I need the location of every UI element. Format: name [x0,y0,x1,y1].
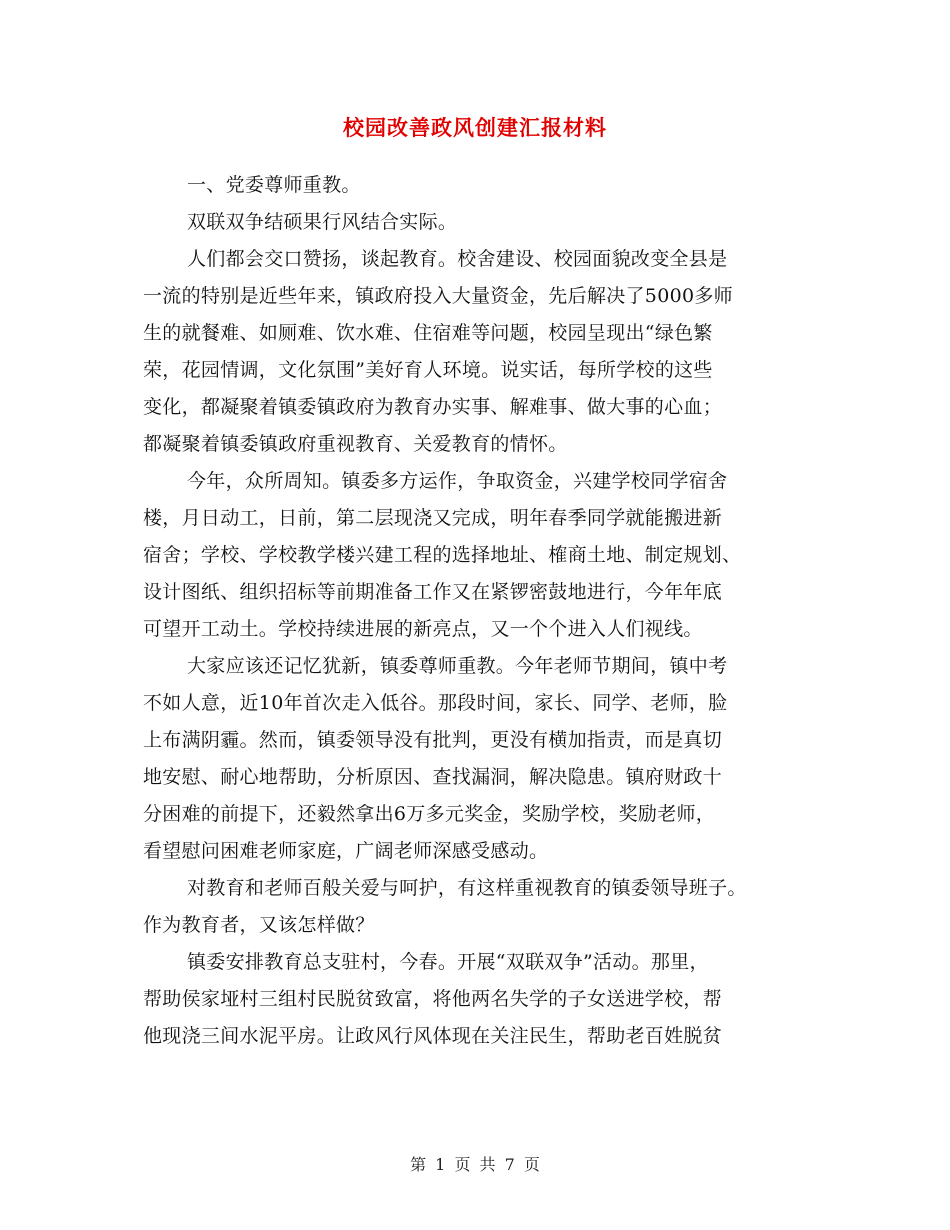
body-text-line: 帮助侯家垭村三组村民脱贫致富，将他两名失学的子女送进学校，帮 [143,988,723,1010]
body-text-line: 人们都会交口赞扬，谈起教育。校舍建设、校园面貌改变全县是 [187,248,728,270]
body-text-line: 设计图纸、组织招标等前期准备工作又在紧锣密鼓地进行，今年年底 [143,581,723,603]
body-text-line: 大家应该还记忆犹新，镇委尊师重教。今年老师节期间，镇中考 [187,655,728,677]
body-text-line: 生的就餐难、如厕难、饮水难、住宿难等问题，校园呈现出“绿色繁 [143,322,713,344]
body-text-line: 一流的特别是近些年来，镇政府投入大量资金，先后解决了5000多师 [143,285,733,307]
body-text-line: 地安慰、耐心地帮助，分析原因、查找漏洞，解决隐患。镇府财政十 [143,766,723,788]
document-title: 校园改善政风创建汇报材料 [343,115,607,140]
body-text-line: 作为教育者，又该怎样做？ [143,914,375,936]
body-text-line: 分困难的前提下，还毅然拿出6万多元奖金，奖励学校，奖励老师， [143,803,716,825]
body-text-line: 都凝聚着镇委镇政府重视教育、关爱教育的情怀。 [143,433,568,455]
body-text-line: 不如人意，近10年首次走入低谷。那段时间，家长、同学、老师，脸 [143,692,728,714]
body-text-line: 今年，众所周知。镇委多方运作，争取资金，兴建学校同学宿舍 [187,470,728,492]
body-text-line: 荣，花园情调，文化氛围”美好育人环境。说实话，每所学校的这些 [143,359,713,381]
body-text-line: 镇委安排教育总支驻村，今春。开展“双联双争”活动。那里， [187,951,709,973]
body-text-line: 上布满阴霾。然而，镇委领导没有批判，更没有横加指责，而是真切 [143,729,723,751]
body-text-line: 他现浇三间水泥平房。让政风行风体现在关注民生，帮助老百姓脱贫 [143,1025,723,1047]
body-text-line: 变化，都凝聚着镇委镇政府为教育办实事、解难事、做大事的心血； [143,396,723,418]
body-text-line: 双联双争结硕果行风结合实际。 [187,211,458,233]
body-text-line: 看望慰问困难老师家庭，广阔老师深感受感动。 [143,840,549,862]
body-text-line: 宿舍；学校、学校教学楼兴建工程的选择地址、榷商土地、制定规划、 [143,544,742,566]
body-text-line: 对教育和老师百般关爱与呵护，有这样重视教育的镇委领导班子。 [187,877,747,899]
body-text-line: 楼，月日动工，日前，第二层现浇又完成，明年春季同学就能搬进新 [143,507,723,529]
body-text-line: 可望开工动土。学校持续进展的新亮点，又一个个进入人们视线。 [143,618,703,640]
page-number-footer: 第 1 页 共 7 页 [410,1155,540,1174]
document-body [143,167,808,1055]
body-text-line: 一、党委尊师重教。 [187,174,361,196]
